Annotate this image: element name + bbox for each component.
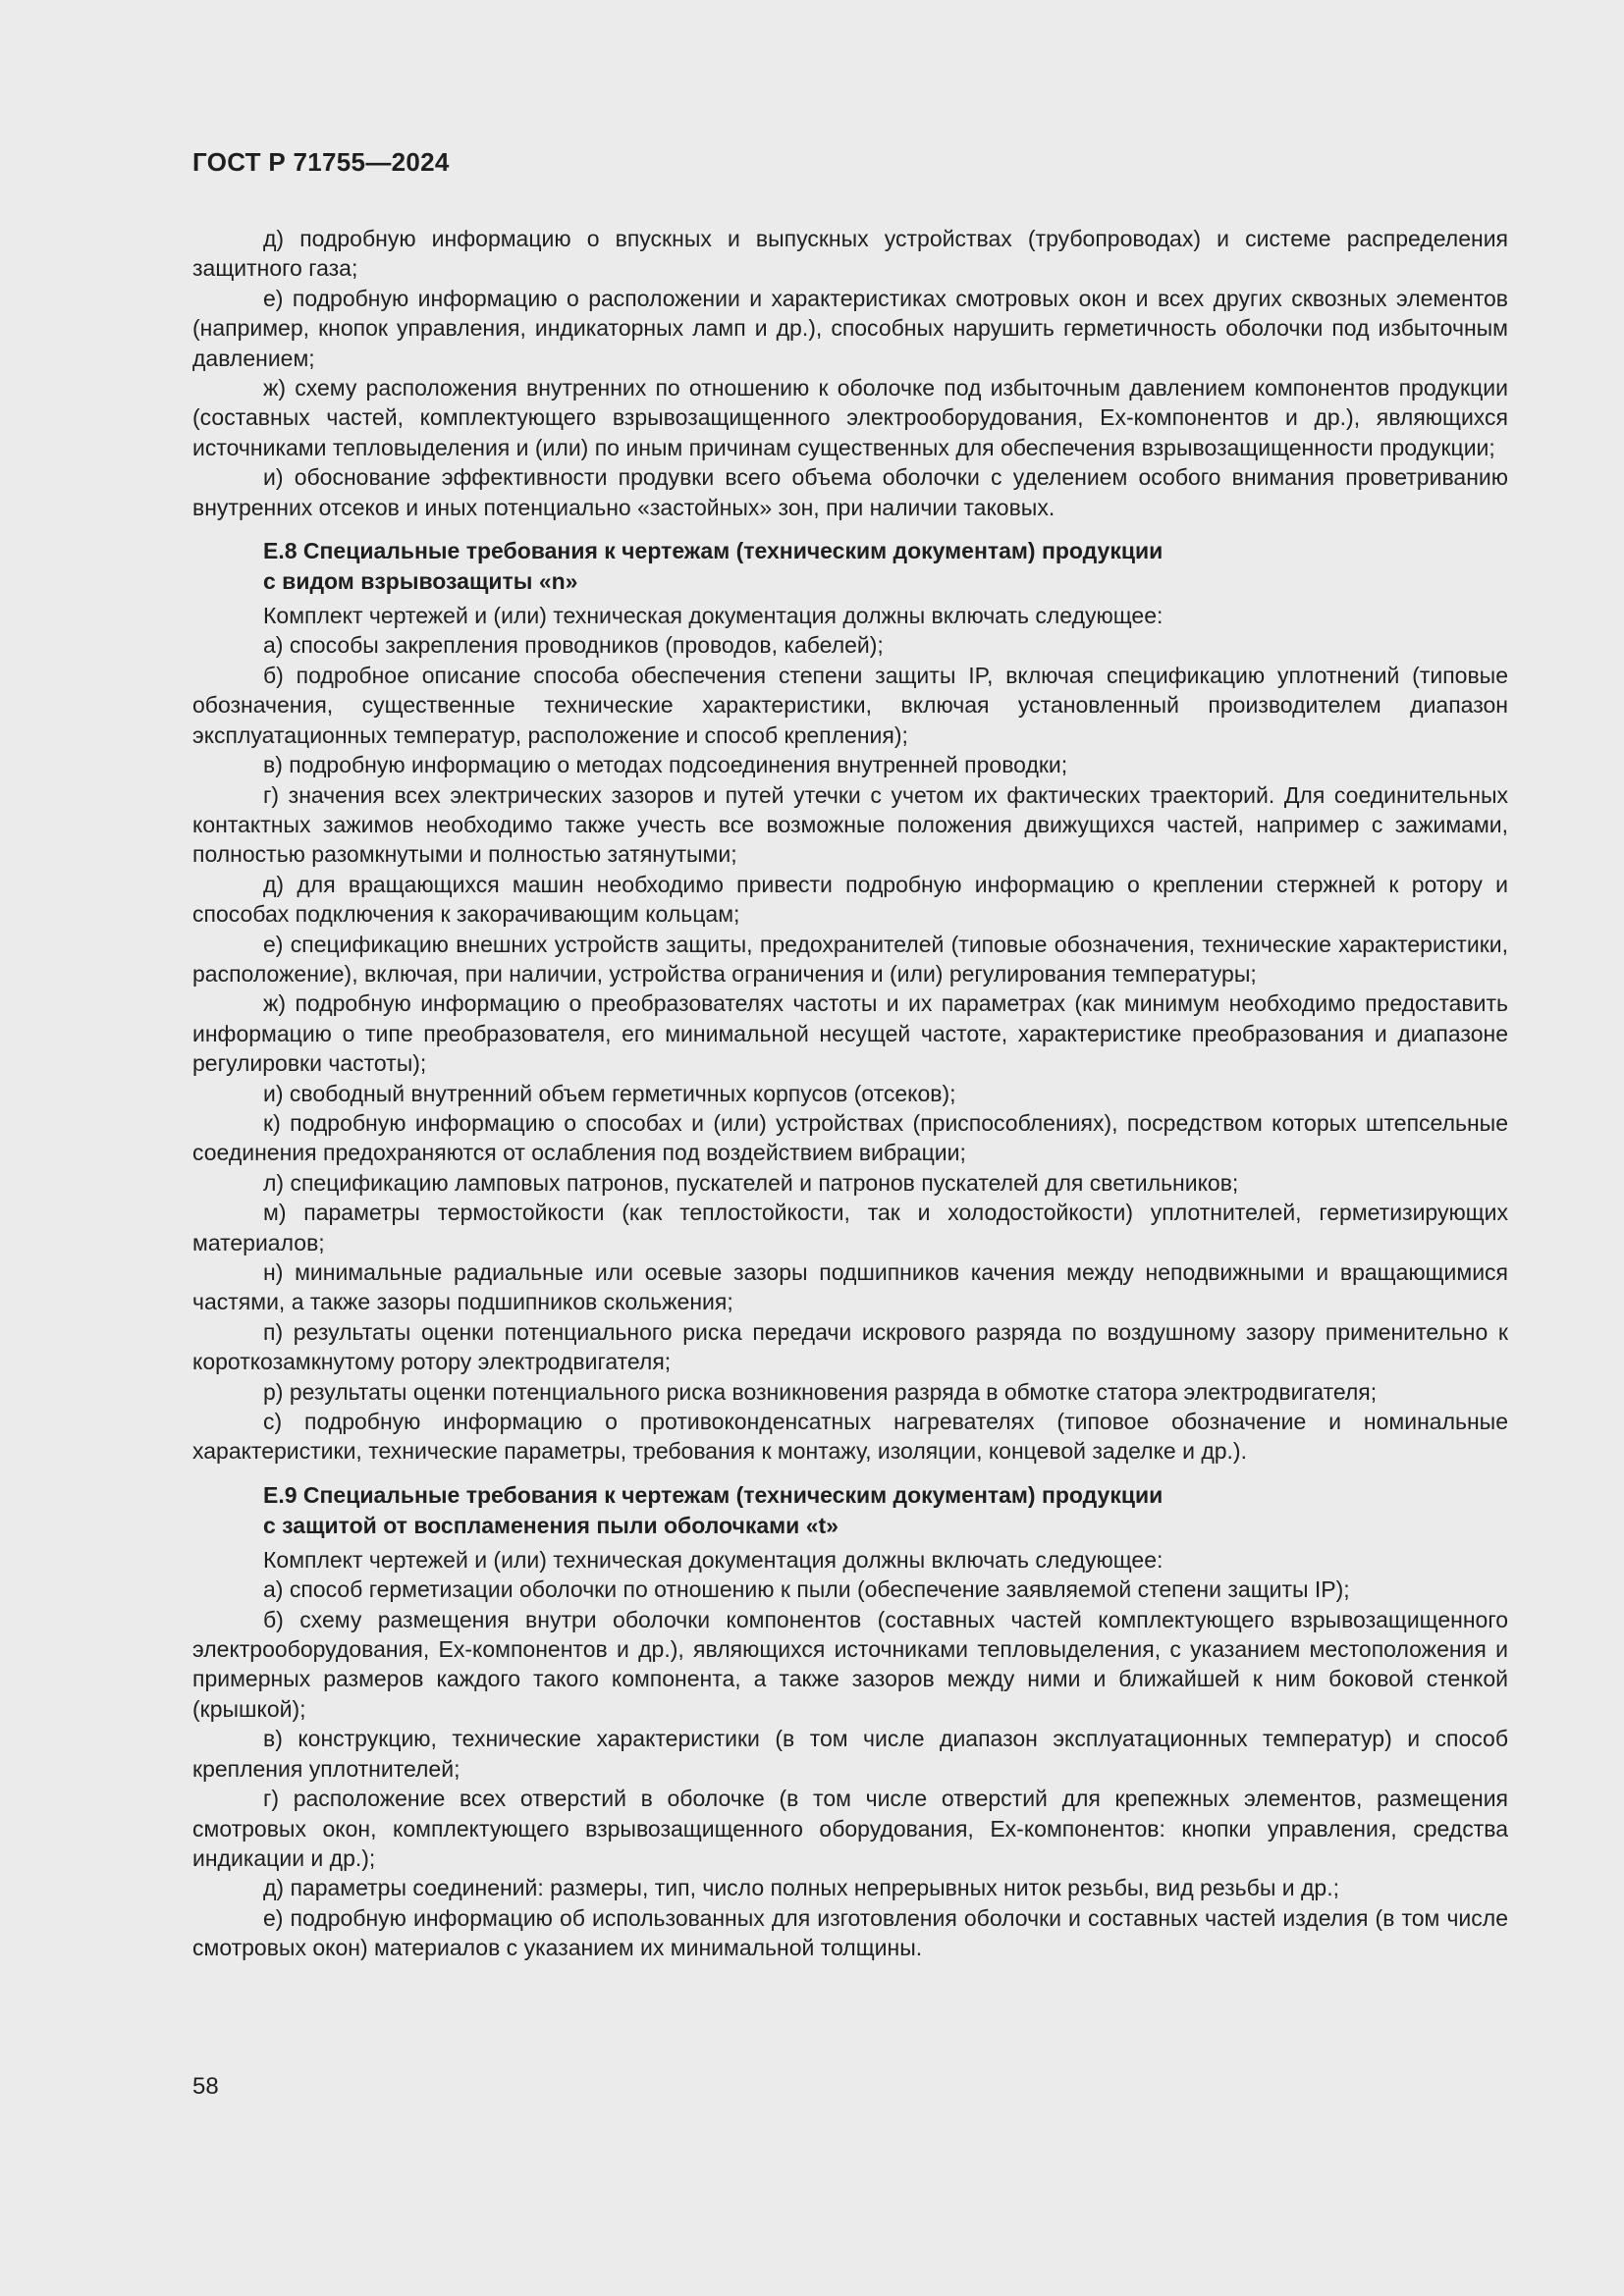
list-item: а) способы закрепления проводников (проводов, кабелей); bbox=[263, 632, 884, 659]
list-item: ж) подробную информацию о преобразователях частоты и их параметрах (как минимум необходимо предоставить информацию о типе преобразователя, его минимальной несущей частоте, характеристике преобразования и диапазоне регулировки частоты); bbox=[192, 990, 1508, 1077]
list-item: г) значения всех электрических зазоров и путей утечки с учетом их фактических траекторий. Для соединительных контактных зажимов необходимо также учесть все возможные положения движущихся частей, например с зажимами, полностью разомкнутыми и полностью затянутыми; bbox=[192, 781, 1508, 868]
list-item: с) подробную информацию о противоконденсатных нагревателях (типовое обозначение и номинальные характеристики, технические параметры, требования к монтажу, изоляции, концевой заделке и др.). bbox=[192, 1409, 1508, 1465]
section-e8-title-line1: Е.8 Специальные требования к чертежам (техническим документам) продукции bbox=[263, 538, 1164, 564]
list-item: п) результаты оценки потенциального риска передачи искрового разряда по воздушному зазору применительно к короткозамкнутому ротору электродвигателя; bbox=[192, 1318, 1508, 1375]
section-e9-list bbox=[192, 1545, 1508, 1963]
section-e9-heading bbox=[263, 1480, 1508, 1541]
section-e8-list bbox=[192, 601, 1508, 1467]
list-item: д) подробную информацию о впускных и выпускных устройствах (трубопроводах) и системе распределения защитного газа; bbox=[192, 226, 1508, 282]
section-e8-title-line2: с видом взрывозащиты «n» bbox=[263, 568, 578, 595]
list-item: е) спецификацию внешних устройств защиты, предохранителей (типовые обозначения, технические характеристики, расположение), включая, при наличии, устройства ограничения и (или) регулирования температуры; bbox=[192, 931, 1508, 987]
list-item: е) подробную информацию об использованных для изготовления оболочки и составных частей изделия (в том числе смотровых окон) материалов с указанием их минимальной толщины. bbox=[192, 1904, 1508, 1961]
list-item: н) минимальные радиальные или осевые зазоры подшипников качения между неподвижными и вращающимися частями, а также зазоры подшипников скольжения; bbox=[192, 1259, 1508, 1315]
section-e8-lead: Комплект чертежей и (или) техническая документация должны включать следующее: bbox=[263, 603, 1164, 629]
list-item: л) спецификацию ламповых патронов, пускателей и патронов пускателей для светильников; bbox=[263, 1169, 1239, 1196]
section-e9-title-line2: с защитой от воспламенения пыли оболочками «t» bbox=[263, 1512, 839, 1538]
list-item: е) подробную информацию о расположении и характеристиках смотровых окон и всех других сквозных элементов (например, кнопок управления, индикаторных ламп и др.), способных нарушить герметичность оболочки под избыточным давлением; bbox=[192, 285, 1508, 371]
section-e9-lead: Комплект чертежей и (или) техническая документация должны включать следующее: bbox=[263, 1546, 1164, 1573]
list-item: в) конструкцию, технические характеристики (в том числе диапазон эксплуатационных температур) и способ крепления уплотнителей; bbox=[192, 1726, 1508, 1782]
section-e8-heading bbox=[263, 536, 1508, 597]
document-body bbox=[192, 224, 1508, 1963]
list-item: г) расположение всех отверстий в оболочке (в том числе отверстий для крепежных элементов, размещения смотровых окон, комплектующего взрывозащищенного оборудования, Ex-компонентов: кнопки управления, средства индикации и др.); bbox=[192, 1786, 1508, 1871]
intro-list bbox=[192, 224, 1508, 522]
list-item: а) способ герметизации оболочки по отношению к пыли (обеспечение заявляемой степени защиты IP); bbox=[263, 1576, 1350, 1603]
list-item: б) схему размещения внутри оболочки компонентов (составных частей комплектующего взрывозащищенного электрооборудования, Ex-компонентов и др.), являющихся источниками тепловыделения, с указанием местоположения и примерных размеров каждого такого компонента, а также зазоров между ними и ближайшей к ним боковой стенкой (крышкой); bbox=[192, 1606, 1508, 1722]
list-item: м) параметры термостойкости (как теплостойкости, так и холодостойкости) уплотнителей, герметизирующих материалов; bbox=[192, 1200, 1508, 1255]
section-e9-title-line1: Е.9 Специальные требования к чертежам (техническим документам) продукции bbox=[263, 1481, 1164, 1508]
list-item: д) параметры соединений: размеры, тип, число полных непрерывных ниток резьбы, вид резьбы и др.; bbox=[263, 1875, 1339, 1901]
list-item: ж) схему расположения внутренних по отношению к оболочке под избыточным давлением компонентов продукции (составных частей, комплектующего взрывозащищенного электрооборудования, Ex-компонентов и др.), являющихся источниками тепловыделения и (или) по иным причинам существенных для обеспечения взрывозащищенности продукции; bbox=[192, 375, 1508, 460]
list-item: д) для вращающихся машин необходимо привести подробную информацию о креплении стержней к ротору и способах подключения к закорачивающим кольцам; bbox=[192, 871, 1508, 928]
page-number: 58 bbox=[192, 2073, 219, 2100]
list-item: в) подробную информацию о методах подсоединения внутренней проводки; bbox=[263, 752, 1068, 778]
list-item: р) результаты оценки потенциального риска возникновения разряда в обмотке статора электродвигателя; bbox=[263, 1378, 1378, 1405]
list-item: и) свободный внутренний объем герметичных корпусов (отсеков); bbox=[263, 1080, 956, 1106]
list-item: к) подробную информацию о способах и (или) устройствах (приспособлениях), посредством которых штепсельные соединения предохраняются от ослабления под воздействием вибрации; bbox=[192, 1109, 1508, 1166]
document-header: ГОСТ Р 71755—2024 bbox=[192, 147, 450, 177]
list-item: и) обоснование эффективности продувки всего объема оболочки с уделением особого внимания проветриванию внутренних отсеков и иных потенциально «застойных» зон, при наличии таковых. bbox=[192, 464, 1508, 520]
list-item: б) подробное описание способа обеспечения степени защиты IP, включая спецификацию уплотнений (типовые обозначения, существенные технические характеристики, включая установленный производителем диапазон эксплуатационных температур, расположение и способ крепления); bbox=[192, 662, 1508, 748]
